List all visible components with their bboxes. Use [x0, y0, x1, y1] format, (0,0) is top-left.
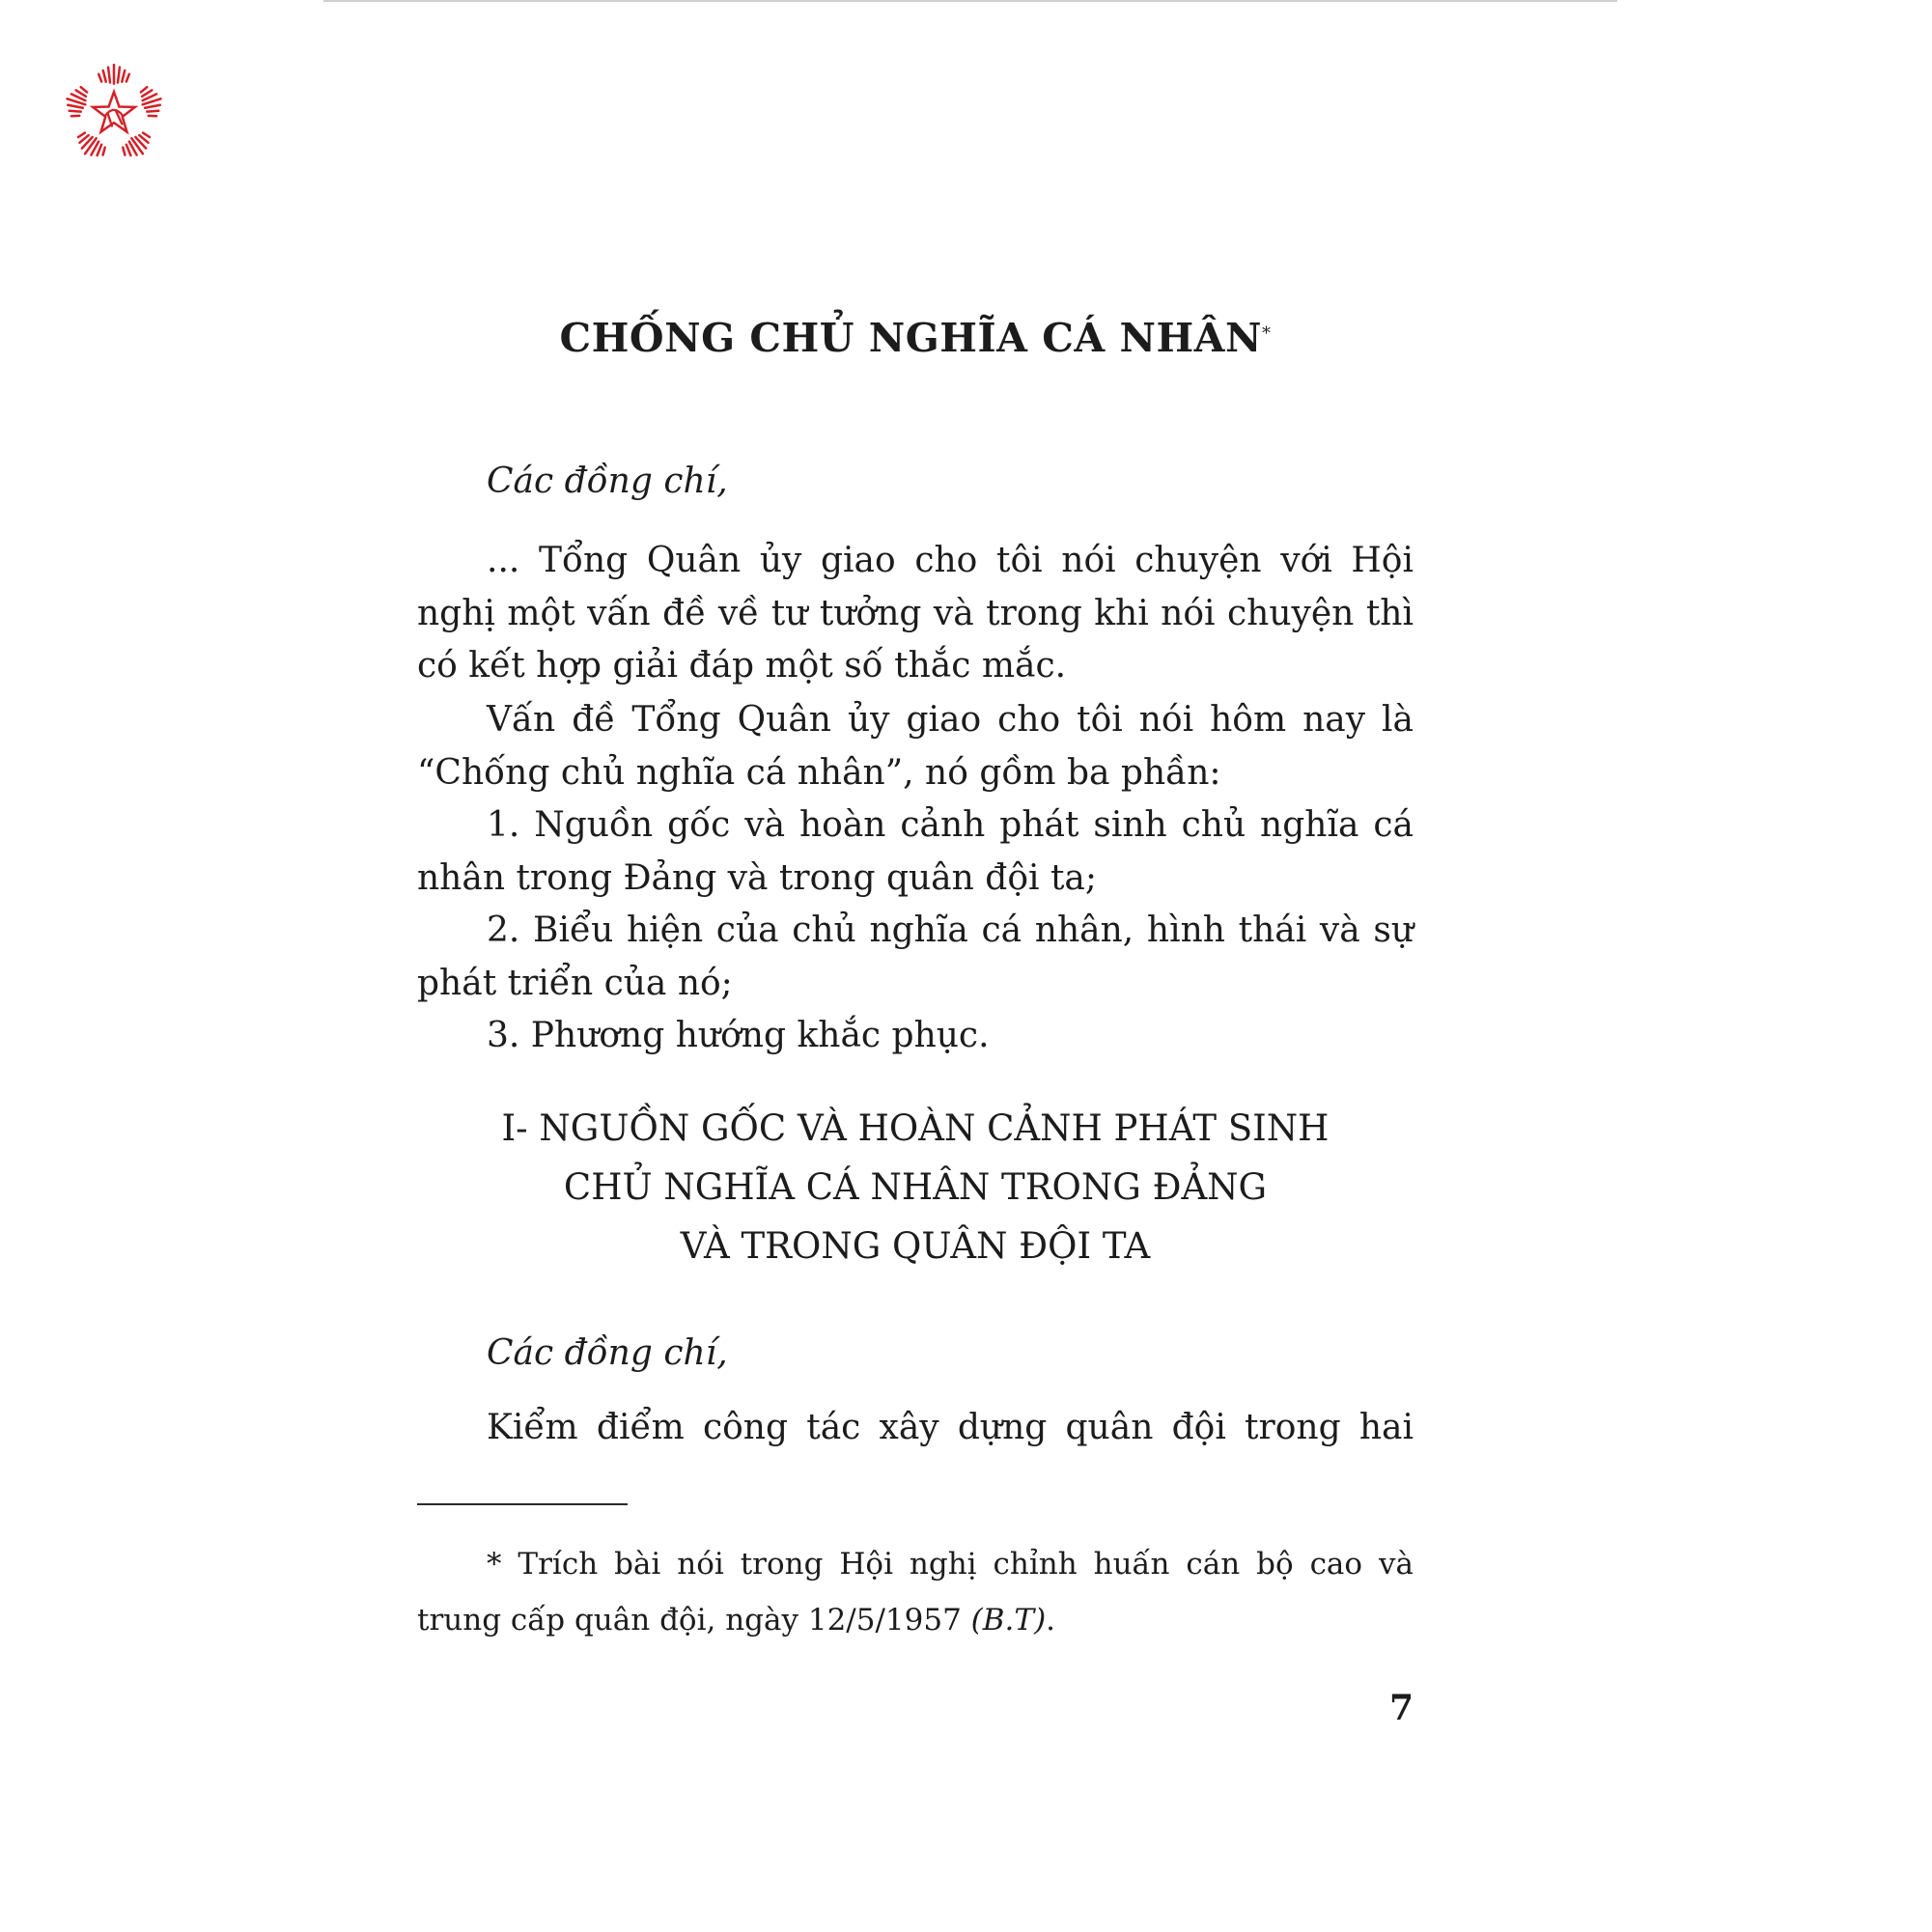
list-item-1: 1. Nguồn gốc và hoàn cảnh phát sinh chủ nghĩa cá nhân trong Đảng và trong quân đội ta; [417, 805, 1414, 898]
footnote-source: (B.T) [970, 1603, 1047, 1638]
footnote-end: . [1046, 1603, 1056, 1638]
logo-ray [141, 87, 147, 92]
section-heading-line-3: VÀ TRONG QUÂN ĐỘI TA [680, 1225, 1151, 1267]
footnote-marker: * [1261, 323, 1272, 344]
list-item-3: 3. Phương hướng khắc phục. [487, 1016, 990, 1055]
list-item-2: 2. Biểu hiện của chủ nghĩa cá nhân, hình thái và sự phát triển của nó; [417, 910, 1414, 1003]
section-heading-line-2: CHỦ NGHĨA CÁ NHÂN TRONG ĐẢNG [563, 1166, 1268, 1208]
logo-ray [81, 87, 87, 92]
footnote-text: * Trích bài nói trong Hội nghị chỉnh huấn cán bộ cao và trung cấp quân đội, ngày 12/5/1957 [417, 1547, 1414, 1638]
logo-ray [70, 111, 81, 112]
logo-ray [103, 70, 106, 82]
paragraph-intro: ... Tổng Quân ủy giao cho tôi nói chuyện với Hội nghị một vấn đề về tư tưởng và trong khi nói chuyện thì có kết hợp giải đáp một số thắc mắc. [417, 541, 1414, 686]
star-logo-icon [64, 64, 164, 164]
logo-ray [78, 133, 85, 137]
logo-ray [98, 74, 101, 82]
greeting-section: Các đồng chí, [487, 1333, 728, 1373]
logo-ray [122, 70, 125, 82]
logo-ray [143, 133, 150, 137]
logo-ray [145, 105, 160, 108]
document-page [417, 0, 1414, 1932]
logo-ray [147, 111, 158, 112]
chapter-title-text: CHỐNG CHỦ NGHĨA CÁ NHÂN [559, 315, 1262, 361]
logo-ray [103, 148, 105, 155]
section-heading [417, 1099, 1414, 1275]
logo-ray [126, 74, 129, 82]
logo-ray [118, 68, 120, 83]
paragraph-continued: Kiểm điểm công tác xây dựng quân đội trong hai [487, 1408, 1414, 1447]
greeting-opening: Các đồng chí, [487, 462, 728, 501]
paragraph-topic: Vấn đề Tổng Quân ủy giao cho tôi nói hôm nay là “Chống chủ nghĩa cá nhân”, nó gồm ba phần: [417, 700, 1414, 793]
footnote [417, 1536, 1414, 1648]
page-number: 7 [1388, 1688, 1414, 1728]
chapter-title [417, 315, 1414, 361]
logo-ray [126, 145, 131, 155]
logo-ray [108, 68, 110, 83]
logo-ray [123, 148, 125, 155]
section-heading-line-1: I- NGUỒN GỐC VÀ HOÀN CẢNH PHÁT SINH [501, 1107, 1330, 1149]
logo-ray [98, 145, 102, 155]
footnote-separator [417, 1503, 628, 1505]
logo-ray [68, 105, 83, 108]
publisher-logo [64, 64, 164, 164]
